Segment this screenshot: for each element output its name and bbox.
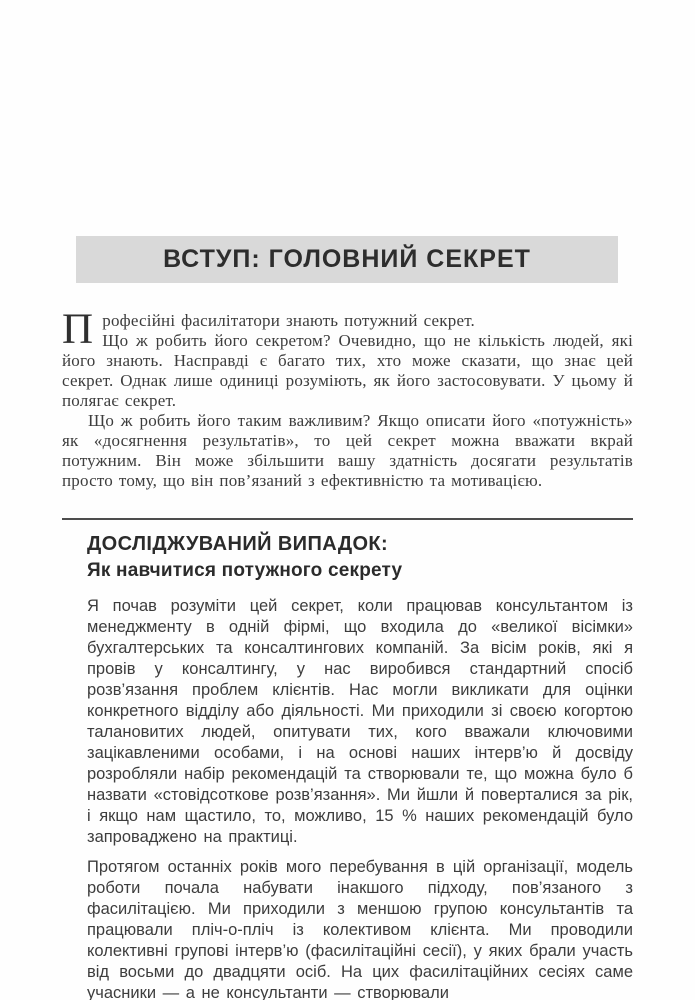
chapter-banner xyxy=(76,236,618,283)
case-study-section xyxy=(62,518,633,1000)
intro-paragraph-3: Що ж робить його таким важливим? Якщо описати його «потужність» як «досягнення результатів», то цей секрет можна вважати вкрай потужним. Він може збільшити вашу здатність досягати результатів просто тому, що він пов’язаний з ефективністю та мотивацією. xyxy=(62,411,633,490)
case-study-paragraph-1: Я почав розуміти цей секрет, коли працював консультантом із менеджменту в одній фірмі, що входила до «великої вісімки» бухгалтерських та консалтингових компаній. За вісім років, які я провів у консалтингу, у нас виробився стандартний спосіб розв’язання проблем клієнтів. Нас могли викликати для оцінки конкретного відділу або діяльності. Ми приходили зі своєю когортою талановитих людей, опитувати тих, кого вважали ключовими зацікавленими особами, і на основі наших інтерв’ю й досвіду розробляли набір рекомендацій та створювали те, що можна було б назвати «стовідсоткове розв’язання». Ми йшли й поверталися за рік, і якщо нам щастило, то, можливо, 15 % наших рекомендацій було запроваджено на практиці. xyxy=(87,596,633,846)
intro-paragraph-1-text: рофесійні фасилітатори знають потужний секрет. xyxy=(102,311,476,330)
dropcap-letter: П xyxy=(62,306,94,353)
section-divider xyxy=(62,518,633,520)
case-study-paragraph-2: Протягом останніх років мого перебування в цій організації, модель роботи почала набувати інакшого підходу, пов’язаного з фасилітацією. Ми приходили з меншою групою консультантів та працювали пліч-о-пліч із колективом клієнта. Ми проводили колективні групові інтерв’ю (фасилітаційні сесії), у яких брали участь від восьми до двадцяти осіб. На цих фасилітаційних сесіях саме учасники — а не консультанти — створювали xyxy=(87,857,633,1000)
chapter-title: ВСТУП: ГОЛОВНИЙ СЕКРЕТ xyxy=(163,245,531,273)
case-study-subheading: Як навчитися потужного секрету xyxy=(87,560,403,581)
intro-section xyxy=(62,306,633,491)
intro-paragraph-2: Що ж робить його секретом? Очевидно, що не кількість людей, які його знають. Насправді є багато тих, хто може сказати, що знає цей секрет. Однак лише одиниці розуміють, як його застосовувати. У цьому й полягає секрет. xyxy=(62,331,633,410)
case-study-heading: ДОСЛІДЖУВАНИЙ ВИПАДОК: xyxy=(87,533,389,555)
intro-paragraph-1 xyxy=(62,306,633,353)
case-study-body xyxy=(87,533,633,1000)
